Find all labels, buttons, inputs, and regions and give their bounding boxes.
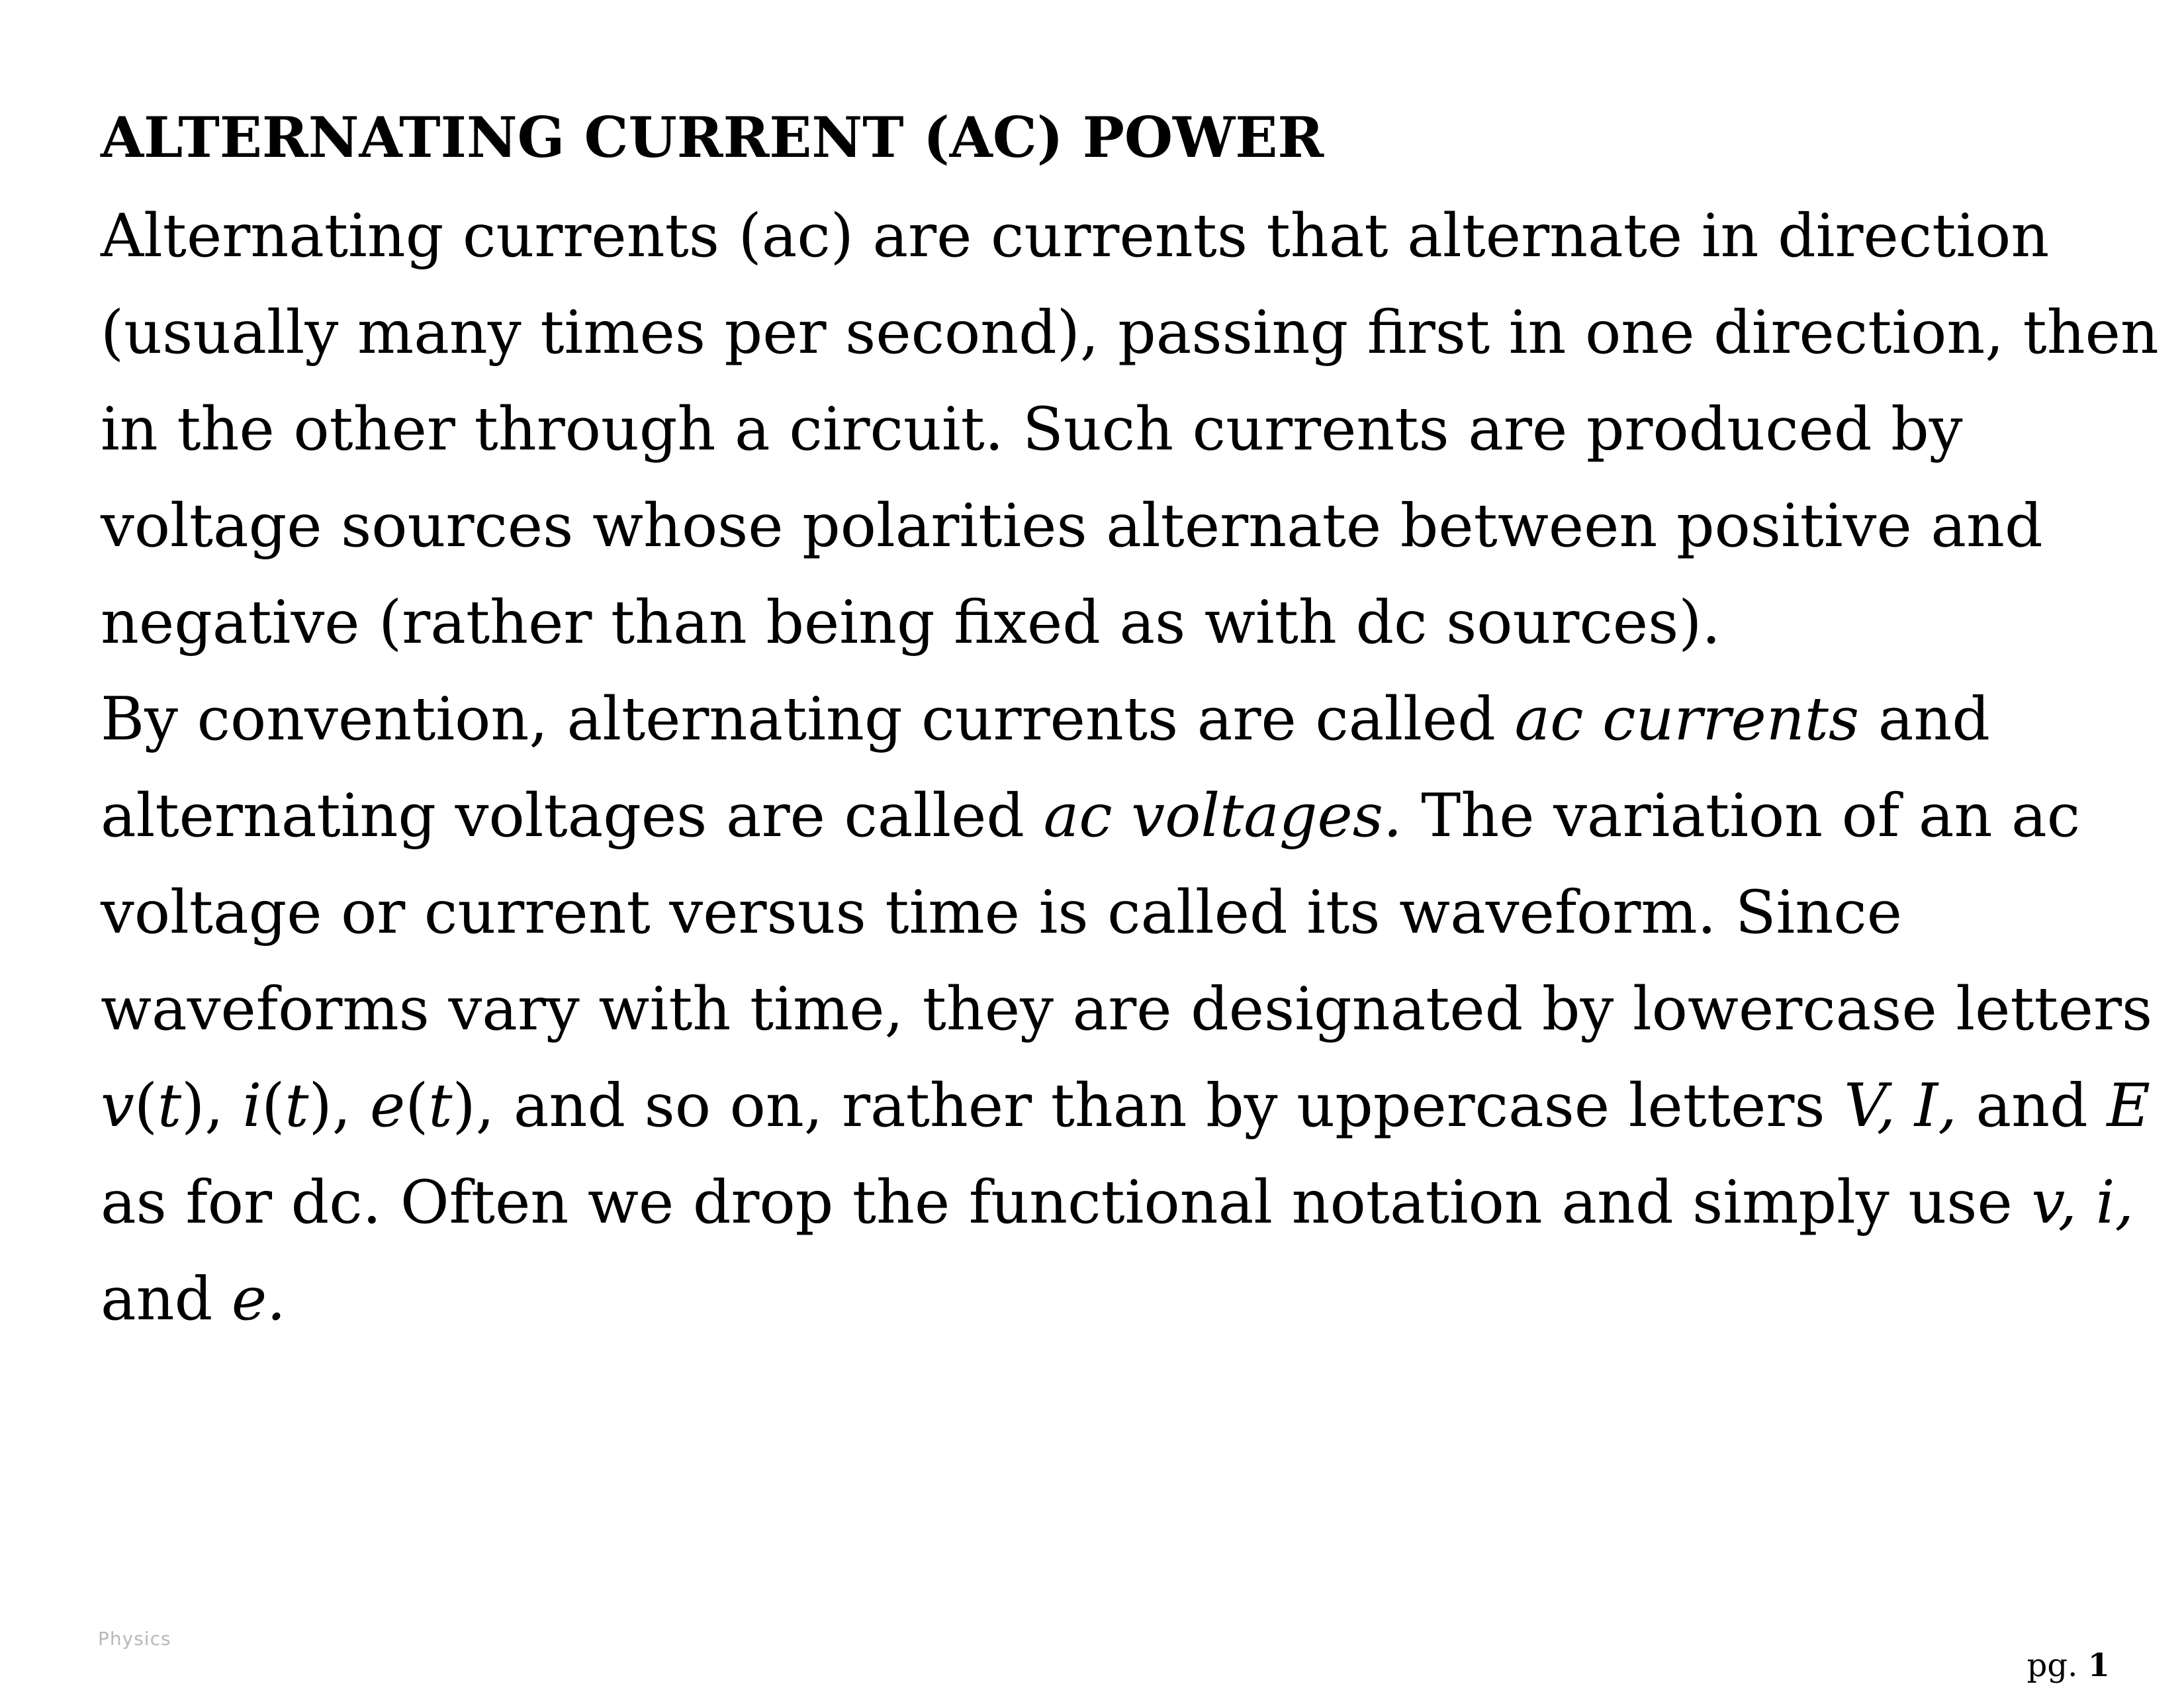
math-symbol-I: I, (1914, 1071, 1957, 1141)
paragraph-2-line-3: voltage or current versus time is called its waveform. Since (101, 878, 1902, 947)
math-symbol-e: e. (231, 1264, 286, 1334)
math-symbols-v-i: v, i, (2031, 1168, 2134, 1237)
text-run: and (1956, 1071, 2107, 1141)
math-symbol-t: t (157, 1071, 182, 1141)
paragraph-2-line-7 (101, 1251, 2126, 1348)
paragraph-2-line-4: waveforms vary with time, they are designated by lowercase letters (101, 974, 2153, 1044)
page-number-footer (2027, 1646, 2110, 1685)
paragraph-2-line-6 (101, 1154, 2134, 1251)
text-run: as for dc. Often we drop the functional notation and simply use (101, 1168, 2032, 1237)
math-symbol-v: v (101, 1071, 134, 1141)
text-run: and (101, 1264, 232, 1334)
paragraph-1-line-3: in the other through a circuit. Such currents are produced by (101, 395, 1963, 464)
math-symbol-e: e (369, 1071, 406, 1141)
math-symbol-V: V, (1844, 1071, 1896, 1141)
paragraph-2-line-1 (101, 671, 2126, 768)
paragraph-1-line-2: (usually many times per second), passing first in one direction, then (101, 298, 2159, 367)
text-run: alternating voltages are called (101, 781, 1044, 851)
paragraph-1-line-5: negative (rather than being fixed as with dc sources). (101, 588, 1721, 657)
footer-left-label: Physics (98, 1628, 171, 1650)
paragraph-2-line-2 (101, 768, 2126, 865)
text-run: ), and so on, rather than by uppercase letters (452, 1071, 1844, 1141)
math-symbol-t: t (428, 1071, 453, 1141)
math-symbol-E: E (2107, 1071, 2151, 1141)
document-page (101, 99, 2159, 1348)
text-run: and (1859, 684, 1990, 754)
paragraph-1-line-4: voltage sources whose polarities alternate between positive and (101, 491, 2043, 561)
math-symbol-t: t (285, 1071, 309, 1141)
paragraph-1 (101, 188, 2159, 671)
document-heading: ALTERNATING CURRENT (AC) POWER (101, 105, 1324, 170)
italic-term-ac-currents: ac currents (1514, 684, 1860, 754)
page-prefix: pg. (2026, 1647, 2078, 1684)
italic-term-ac-voltages: ac voltages. (1043, 781, 1402, 851)
page-number: 1 (2087, 1647, 2110, 1684)
paragraph-2 (101, 671, 2153, 1348)
text-run: By convention, alternating currents are called (101, 684, 1515, 754)
math-symbol-i: i (242, 1071, 262, 1141)
paragraph-1-line-1: Alternating currents (ac) are currents that alternate in direction (101, 201, 2050, 271)
text-run: The variation of an ac (1402, 781, 2081, 851)
paragraph-2-line-5: v(t), i(t), e(t), and so on, rather than by uppercase letters V, I, and E (101, 1071, 2151, 1141)
